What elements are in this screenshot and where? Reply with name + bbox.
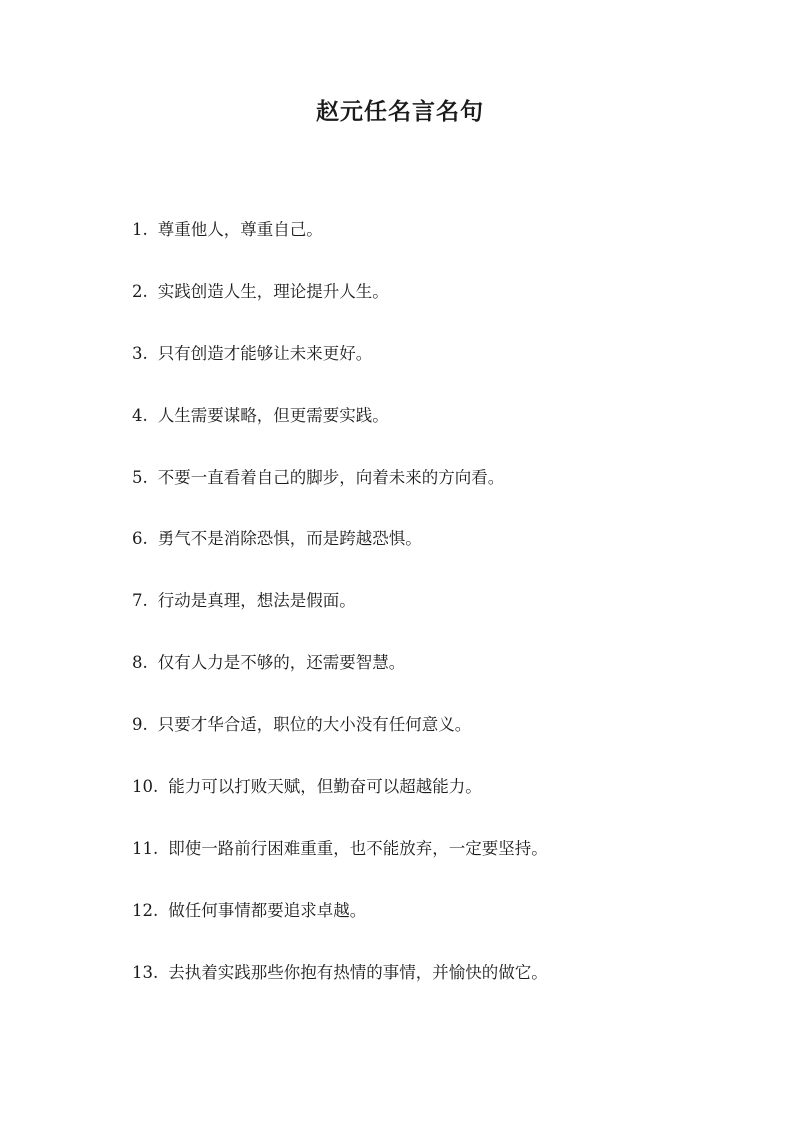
quote-text: 去执着实践那些你抱有热情的事情，并愉快的做它。 xyxy=(168,962,548,982)
quote-number: 4. xyxy=(132,405,148,425)
quote-number: 13. xyxy=(132,962,159,982)
quote-number: 11. xyxy=(132,838,159,858)
quote-number: 7. xyxy=(132,591,148,611)
quote-text: 人生需要谋略，但更需要实践。 xyxy=(157,405,389,425)
quote-text: 只有创造才能够让未来更好。 xyxy=(157,343,373,363)
quote-text: 尊重他人，尊重自己。 xyxy=(157,220,323,239)
list-item xyxy=(132,340,752,402)
list-item xyxy=(132,835,752,897)
quote-text: 即使一路前行困难重重，也不能放弃，一定要坚持。 xyxy=(168,838,548,858)
quote-number: 2. xyxy=(132,281,148,301)
list-item xyxy=(132,959,752,1021)
document-title: 赵元任名言名句 xyxy=(316,98,484,125)
quote-text: 做任何事情都要追求卓越。 xyxy=(168,900,367,920)
list-item xyxy=(132,525,752,587)
quote-number: 1. xyxy=(132,220,148,239)
quote-number: 9. xyxy=(132,715,148,735)
quote-text: 行动是真理，想法是假面。 xyxy=(157,591,356,611)
quote-text: 勇气不是消除恐惧，而是跨越恐惧。 xyxy=(157,529,422,549)
list-item xyxy=(132,711,752,773)
quote-text: 只要才华合适，职位的大小没有任何意义。 xyxy=(157,715,472,735)
list-item xyxy=(132,897,752,959)
quote-number: 3. xyxy=(132,343,148,363)
quote-number: 10. xyxy=(132,777,159,797)
list-item xyxy=(132,649,752,711)
quote-number: 12. xyxy=(132,900,159,920)
list-item xyxy=(132,216,752,278)
quote-number: 6. xyxy=(132,529,148,549)
quote-text: 实践创造人生，理论提升人生。 xyxy=(157,281,389,301)
list-item xyxy=(132,402,752,464)
quote-number: 8. xyxy=(132,653,148,673)
list-item xyxy=(132,773,752,835)
quote-text: 不要一直看着自己的脚步，向着未来的方向看。 xyxy=(157,467,505,487)
quote-text: 仅有人力是不够的，还需要智慧。 xyxy=(157,653,406,673)
list-item xyxy=(132,587,752,649)
list-item xyxy=(132,278,752,340)
quote-number: 5. xyxy=(132,467,148,487)
quote-text: 能力可以打败天赋，但勤奋可以超越能力。 xyxy=(168,777,482,797)
quote-list xyxy=(132,216,752,1021)
list-item xyxy=(132,464,752,526)
